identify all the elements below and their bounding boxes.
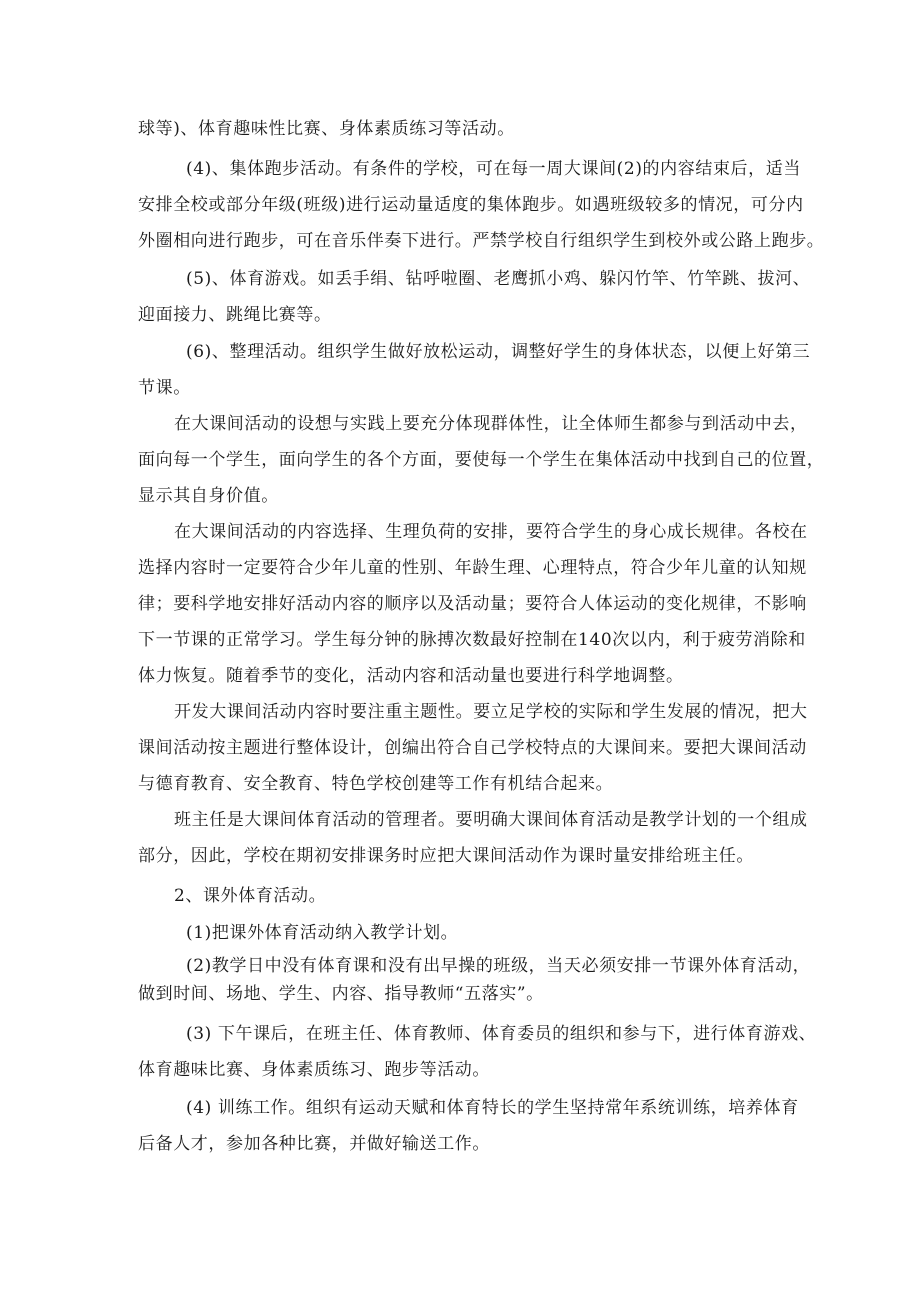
text-line: (4)、集体跑步活动。有条件的学校，可在每一周大课间(2)的内容结束后，适当 (186, 159, 801, 179)
text-line: 下一节课的正常学习。学生每分钟的脉搏次数最好控制在140次以内，利于疲劳消除和 (138, 630, 806, 650)
text-line: 做到时间、场地、学生、内容、指导教师“五落实”。 (138, 984, 544, 1004)
text-line: 球等)、体育趣味性比赛、身体素质练习等活动。 (138, 119, 515, 139)
text-line: 开发大课间活动内容时要注重主题性。要立足学校的实际和学生发展的情况，把大 (174, 702, 808, 722)
text-line: 班主任是大课间体育活动的管理者。要明确大课间体育活动是教学计划的一个组成 (174, 810, 808, 830)
text-line: 体力恢复。随着季节的变化，活动内容和活动量也要进行科学地调整。 (138, 666, 684, 686)
text-line: 部分，因此，学校在期初安排课务时应把大课间活动作为课时量安排给班主任。 (138, 846, 754, 866)
text-line: (2)教学日中没有体育课和没有出早操的班级，当天必须安排一节课外体育活动， (186, 956, 811, 976)
text-line: (3) 下午课后，在班主任、体育教师、体育委员的组织和参与下，进行体育游戏、 (186, 1024, 817, 1044)
text-line: 在大课间活动的内容选择、生理负荷的安排，要符合学生的身心成长规律。各校在 (174, 522, 808, 542)
text-line: (1)把课外体育活动纳入教学计划。 (186, 923, 459, 943)
text-line: (6)、整理活动。组织学生做好放松运动，调整好学生的身体状态，以便上好第三 (186, 342, 811, 362)
text-line: 律；要科学地安排好活动内容的顺序以及活动量；要符合人体运动的变化规律，不影响 (138, 594, 807, 614)
text-line: 选择内容时一定要符合少年儿童的性别、年龄生理、心理特点，符合少年儿童的认知规 (138, 558, 807, 578)
text-line: (5)、体育游戏。如丢手绢、钻呼啦圈、老鹰抓小鸡、躲闪竹竿、竹竿跳、拔河、 (186, 269, 811, 289)
text-line: 与德育教育、安全教育、特色学校创建等工作有机结合起来。 (138, 774, 614, 794)
text-line: 外圈相向进行跑步，可在音乐伴奏下进行。严禁学校自行组织学生到校外或公路上跑步。 (138, 231, 825, 251)
text-line: 面向每一个学生，面向学生的各个方面，要使每一个学生在集体活动中找到自己的位置， (138, 450, 825, 470)
section-heading: 2、课外体育活动。 (174, 886, 327, 906)
text-line: 体育趣味比赛、身体素质练习、跑步等活动。 (138, 1060, 490, 1080)
text-line: 迎面接力、跳绳比赛等。 (138, 305, 332, 325)
text-line: 安排全校或部分年级(班级)进行运动量适度的集体跑步。如遇班级较多的情况，可分内 (138, 195, 804, 215)
text-line: (4) 训练工作。组织有运动天赋和体育特长的学生坚持常年系统训练，培养体育 (186, 1098, 799, 1118)
text-line: 在大课间活动的设想与实践上要充分体现群体性，让全体师生都参与到活动中去， (174, 414, 808, 434)
text-line: 显示其自身价值。 (138, 486, 279, 506)
text-line: 后备人才，参加各种比赛，并做好输送工作。 (138, 1134, 490, 1154)
text-line: 节课。 (138, 378, 191, 398)
text-line: 课间活动按主题进行整体设计，创编出符合自己学校特点的大课间来。要把大课间活动 (138, 738, 807, 758)
